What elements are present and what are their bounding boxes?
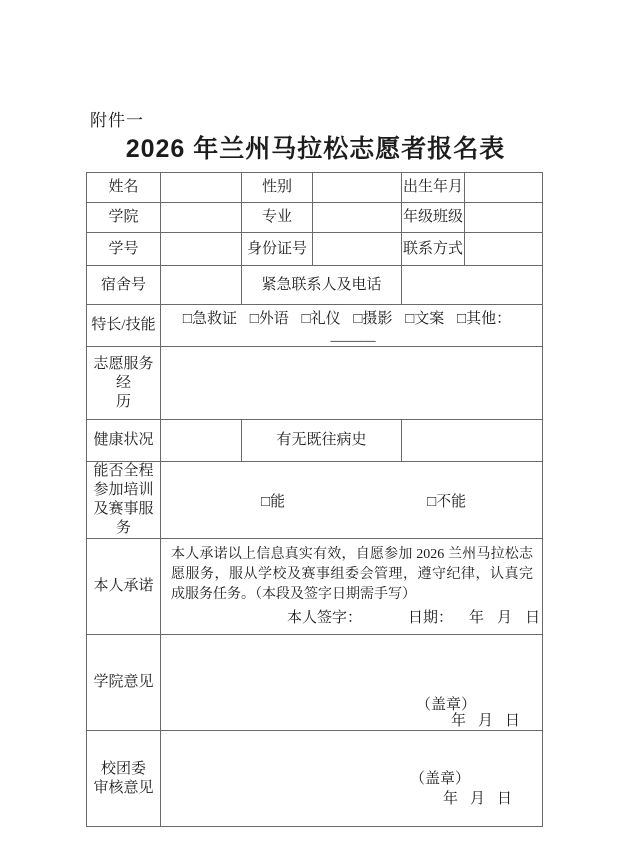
major-input[interactable] bbox=[313, 203, 402, 233]
availability-options bbox=[161, 462, 543, 539]
checkbox-photography[interactable] bbox=[353, 311, 392, 327]
checkbox-label: 外语 bbox=[258, 310, 289, 327]
month-label: 月 bbox=[497, 610, 513, 626]
checkbox-cannot[interactable] bbox=[427, 490, 466, 511]
committee-opinion-area[interactable] bbox=[161, 731, 543, 827]
registration-table bbox=[86, 172, 543, 827]
emergency-contact-label: 紧急联系人及电话 bbox=[242, 266, 402, 305]
college-opinion-label: 学院意见 bbox=[87, 635, 161, 731]
table-row bbox=[87, 233, 543, 266]
signature-label[interactable]: 本人签字： bbox=[287, 610, 363, 626]
checkbox-label: 其他： bbox=[466, 310, 512, 327]
checkbox-copywriting[interactable] bbox=[405, 311, 444, 327]
checkbox-foreign-language[interactable] bbox=[250, 311, 289, 327]
checkbox-can[interactable] bbox=[261, 490, 285, 511]
major-label: 专业 bbox=[242, 203, 313, 233]
checkbox-label: 能 bbox=[270, 493, 286, 510]
checkbox-icon: □ bbox=[405, 310, 415, 327]
college-input[interactable] bbox=[161, 203, 242, 233]
skills-label: 特长/技能 bbox=[87, 305, 161, 347]
id-number-input[interactable] bbox=[313, 233, 402, 266]
health-input[interactable] bbox=[161, 420, 242, 462]
gender-label: 性别 bbox=[242, 173, 313, 203]
day-label: 日 bbox=[525, 610, 541, 626]
table-row bbox=[87, 305, 543, 347]
emergency-contact-input[interactable] bbox=[402, 266, 543, 305]
table-row bbox=[87, 266, 543, 305]
committee-opinion-label: 校团委 审核意见 bbox=[87, 731, 161, 827]
date-line: 年 月 日 bbox=[442, 790, 512, 807]
experience-input[interactable] bbox=[161, 347, 543, 420]
date-line: 年 月 日 bbox=[450, 712, 520, 729]
seal-label: （盖章） bbox=[415, 696, 476, 713]
name-input[interactable] bbox=[161, 173, 242, 203]
table-row bbox=[87, 173, 543, 203]
checkbox-first-aid[interactable] bbox=[183, 311, 237, 327]
contact-input[interactable] bbox=[465, 233, 543, 266]
birth-label: 出生年月 bbox=[402, 173, 465, 203]
checkbox-icon: □ bbox=[261, 493, 271, 510]
health-label: 健康状况 bbox=[87, 420, 161, 462]
table-row bbox=[87, 731, 543, 827]
id-number-label: 身份证号 bbox=[242, 233, 313, 266]
seal-label: （盖章） bbox=[409, 770, 470, 787]
table-row bbox=[87, 539, 543, 635]
checkbox-icon: □ bbox=[182, 310, 192, 327]
checkbox-icon: □ bbox=[249, 310, 259, 327]
checkbox-label: 急救证 bbox=[191, 310, 237, 327]
table-row bbox=[87, 203, 543, 233]
birth-input[interactable] bbox=[465, 173, 543, 203]
contact-label: 联系方式 bbox=[402, 233, 465, 266]
checkbox-icon: □ bbox=[427, 493, 437, 510]
table-row bbox=[87, 347, 543, 420]
college-opinion-area[interactable] bbox=[161, 635, 543, 731]
date-label[interactable]: 日期： bbox=[408, 610, 454, 626]
page-title: 2026 年兰州马拉松志愿者报名表 bbox=[125, 135, 506, 163]
experience-label: 志愿服务经 历 bbox=[87, 347, 161, 420]
checkbox-icon: □ bbox=[457, 310, 467, 327]
availability-label: 能否全程 参加培训 及赛事服务 bbox=[87, 462, 161, 539]
checkbox-icon: □ bbox=[353, 310, 363, 327]
name-label: 姓名 bbox=[87, 173, 161, 203]
checkbox-label: 文案 bbox=[414, 310, 445, 327]
dorm-label: 宿舍号 bbox=[87, 266, 161, 305]
checkbox-label: 礼仪 bbox=[310, 310, 341, 327]
checkbox-etiquette[interactable] bbox=[302, 311, 341, 327]
dorm-input[interactable] bbox=[161, 266, 242, 305]
grade-class-input[interactable] bbox=[465, 203, 543, 233]
grade-class-label: 年级班级 bbox=[402, 203, 465, 233]
checkbox-label: 不能 bbox=[436, 493, 467, 510]
signature-line bbox=[171, 606, 541, 627]
medical-history-label: 有无既往病史 bbox=[242, 420, 402, 462]
year-label: 年 bbox=[469, 610, 485, 626]
attachment-label: 附件一 bbox=[90, 111, 144, 130]
table-row bbox=[87, 635, 543, 731]
commitment-text: 本人承诺以上信息真实有效，自愿参加 2026 兰州马拉松志愿服务，服从学校及赛事组委会管理，遵守纪律，认真完成服务任务。（本段及签字日期需手写） bbox=[171, 547, 533, 602]
checkbox-other[interactable] bbox=[457, 311, 511, 327]
student-id-input[interactable] bbox=[161, 233, 242, 266]
commitment-cell bbox=[161, 539, 543, 635]
checkbox-label: 摄影 bbox=[362, 310, 393, 327]
medical-history-input[interactable] bbox=[402, 420, 543, 462]
table-row bbox=[87, 420, 543, 462]
other-blank-line[interactable]: ______ bbox=[330, 327, 376, 344]
table-row bbox=[87, 462, 543, 539]
college-label: 学院 bbox=[87, 203, 161, 233]
checkbox-icon: □ bbox=[301, 310, 311, 327]
student-id-label: 学号 bbox=[87, 233, 161, 266]
skills-options bbox=[161, 305, 543, 347]
commitment-label: 本人承诺 bbox=[87, 539, 161, 635]
gender-input[interactable] bbox=[313, 173, 402, 203]
